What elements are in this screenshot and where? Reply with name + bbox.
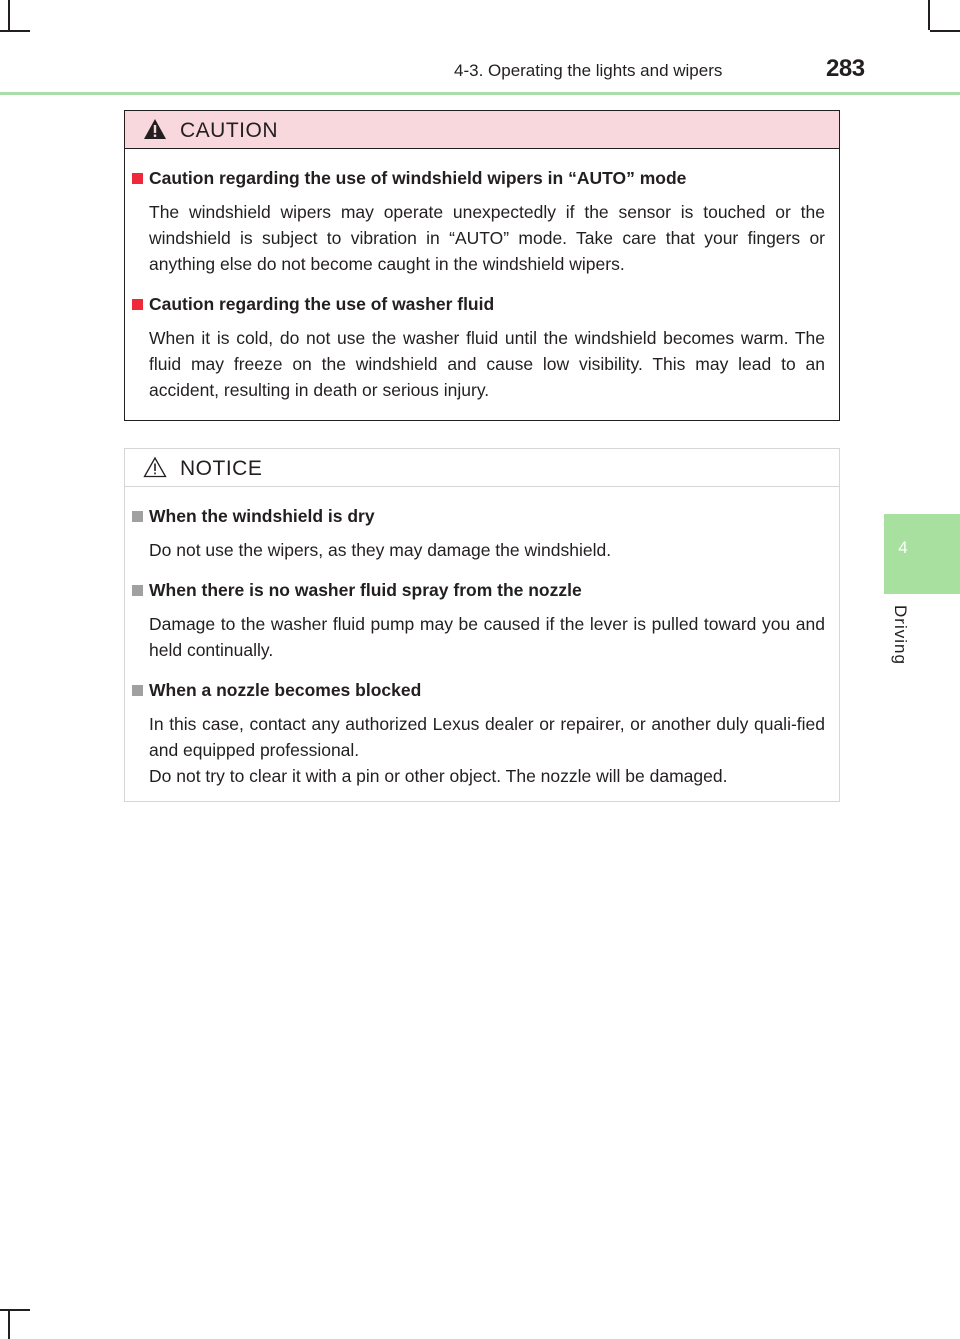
caution-header	[125, 111, 839, 149]
square-bullet-icon	[132, 511, 143, 522]
item-heading: When a nozzle becomes blocked	[149, 680, 422, 700]
item-heading: When the windshield is dry	[149, 506, 375, 526]
crop-mark-bottom-left-h	[0, 1309, 30, 1311]
square-bullet-icon	[132, 585, 143, 596]
caution-item	[132, 291, 825, 403]
item-paragraph: In this case, contact any authorized Lexus dealer or repairer, or another duly quali-fied and equipped professional.	[149, 714, 825, 760]
warning-triangle-icon	[143, 118, 167, 140]
notice-title: NOTICE	[180, 457, 263, 480]
item-paragraph: Do not use the wipers, as they may damage the windshield.	[149, 540, 612, 560]
notice-box	[124, 448, 840, 802]
caution-body	[125, 149, 839, 403]
chapter-label: Driving	[891, 605, 910, 665]
crop-mark-top-left-v	[8, 0, 10, 30]
item-heading: Caution regarding the use of windshield wipers in “AUTO” mode	[149, 168, 687, 188]
item-paragraph: When it is cold, do not use the washer fluid until the windshield becomes warm. The fluid may freeze on the windshield and cause low visibility. This may lead to an accident, resulting in death or serious injury.	[149, 328, 825, 400]
notice-body	[125, 487, 839, 789]
section-title: 4-3. Operating the lights and wipers	[454, 61, 723, 80]
crop-mark-bottom-left-v	[8, 1309, 10, 1339]
crop-mark-top-left-h	[0, 30, 30, 32]
caution-item	[132, 165, 825, 277]
square-bullet-icon	[132, 173, 143, 184]
item-heading: Caution regarding the use of washer fluid	[149, 294, 495, 314]
square-bullet-icon	[132, 685, 143, 696]
chapter-number: 4	[898, 538, 908, 557]
caution-box	[124, 110, 840, 421]
header-rule	[0, 92, 960, 95]
crop-mark-top-right-h	[930, 30, 960, 32]
item-paragraph: Damage to the washer fluid pump may be caused if the lever is pulled toward you and held continually.	[149, 614, 825, 660]
page-number: 283	[826, 55, 865, 82]
notice-item	[132, 503, 825, 563]
crop-mark-top-right-v	[928, 0, 930, 30]
warning-triangle-outline-icon	[143, 456, 167, 478]
chapter-tab	[884, 514, 960, 594]
caution-title: CAUTION	[180, 119, 278, 142]
item-paragraph: The windshield wipers may operate unexpectedly if the sensor is touched or the windshield is subject to vibration in “AUTO” mode. Take care that your fingers or anything else do not become caught in the windshield wipers.	[149, 202, 825, 274]
square-bullet-icon	[132, 299, 143, 310]
item-paragraph: Do not try to clear it with a pin or other object. The nozzle will be damaged.	[149, 766, 728, 786]
notice-item	[132, 577, 825, 663]
notice-item	[132, 677, 825, 789]
notice-header	[125, 449, 839, 487]
item-heading: When there is no washer fluid spray from the nozzle	[149, 580, 582, 600]
